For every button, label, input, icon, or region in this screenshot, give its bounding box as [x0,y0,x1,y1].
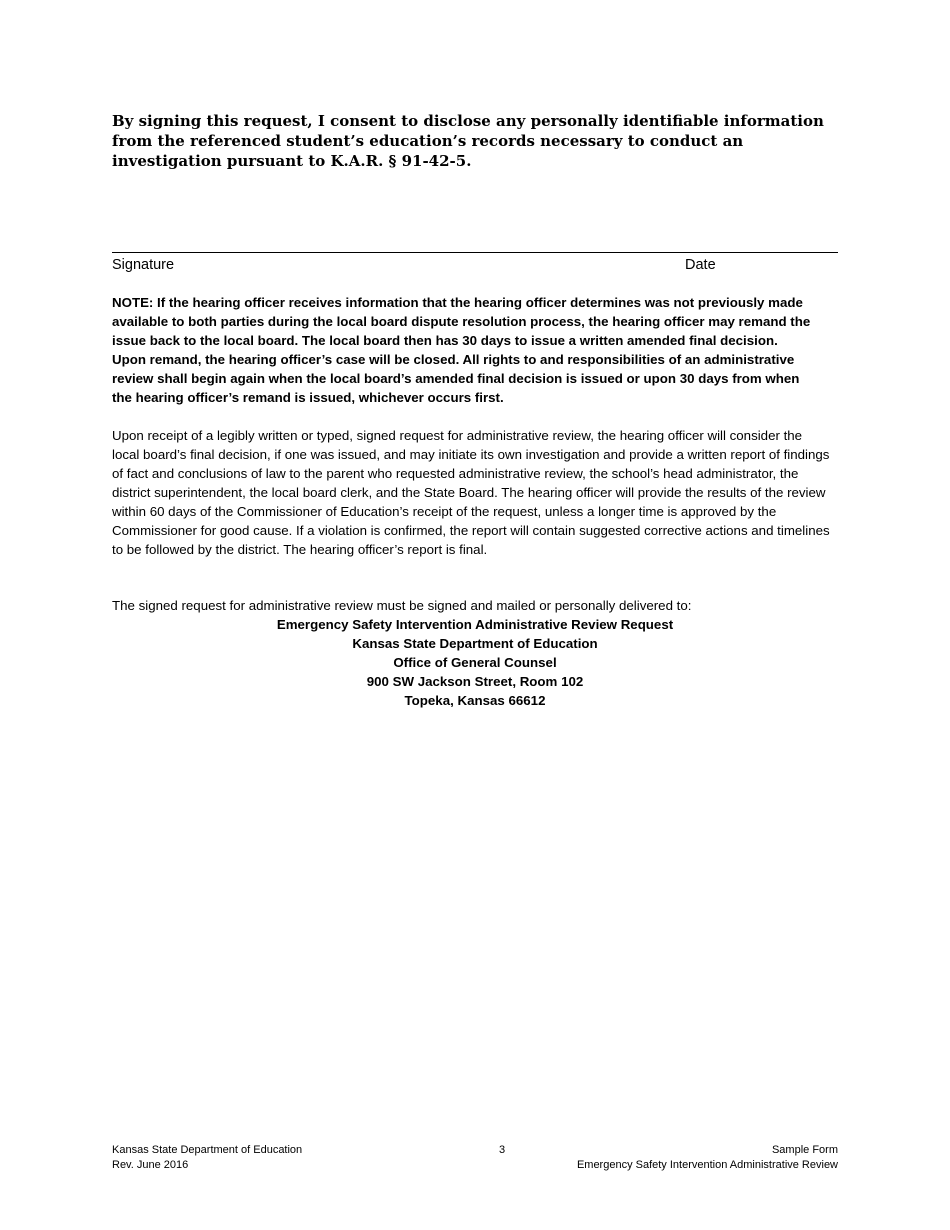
address-line-department: Kansas State Department of Education [352,636,598,651]
page-number: 3 [498,1144,506,1156]
remand-note: NOTE: If the hearing officer receives information that the hearing officer determines was not previously made available to both parties during the local board dispute resolution process, the hearing officer may remand the issue back to the local board. The local board then has 30 days to issue a written amended final decision. Upon remand, the hearing officer’s case will be closed. All rights to and responsibilities of an administrative review shall begin again when the local board’s amended final decision is issued or upon 30 days from when the hearing officer’s remand is issued, whichever occurs first. [112,295,811,405]
footer-right [577,1143,838,1173]
signature-label: Signature [112,257,175,273]
address-line-request: Emergency Safety Intervention Administrative Review Request [276,617,674,632]
date-label: Date [685,257,716,273]
address-line-street: 900 SW Jackson Street, Room 102 [366,674,584,689]
footer-form-type: Sample Form [771,1144,838,1156]
mailing-instructions: The signed request for administrative review must be signed and mailed or personally delivered to: [112,598,692,613]
consent-statement: By signing this request, I consent to disclose any personally identifiable information from the referenced student’s education’s records necessary to conduct an investigation pursuant to K.A.R. § 91-42-5. [112,112,824,170]
footer-organization: Kansas State Department of Education [112,1144,303,1156]
address-line-office: Office of General Counsel [393,655,557,670]
address-line-city: Topeka, Kansas 66612 [404,693,546,708]
review-procedure-paragraph: Upon receipt of a legibly written or typed, signed request for administrative review, the hearing officer will consider the local board’s final decision, if one was issued, and may initiate its own investigation and provide a written report of findings of fact and conclusions of law to the parent who requested administrative review, the school’s head administrator, the district superintendent, the local board clerk, and the State Board. The hearing officer will provide the results of the review within 60 days of the Commissioner of Education’s receipt of the request, unless a longer time is approved by the Commissioner for good cause. If a violation is confirmed, the report will contain suggested corrective actions and timelines to be followed by the district. The hearing officer’s report is final. [112,428,830,557]
mailing-address [112,615,838,710]
footer-form-title: Emergency Safety Intervention Administrative Review [576,1159,838,1171]
signature-line [112,252,838,253]
footer-left [112,1143,302,1173]
footer-revision: Rev. June 2016 [112,1159,189,1171]
